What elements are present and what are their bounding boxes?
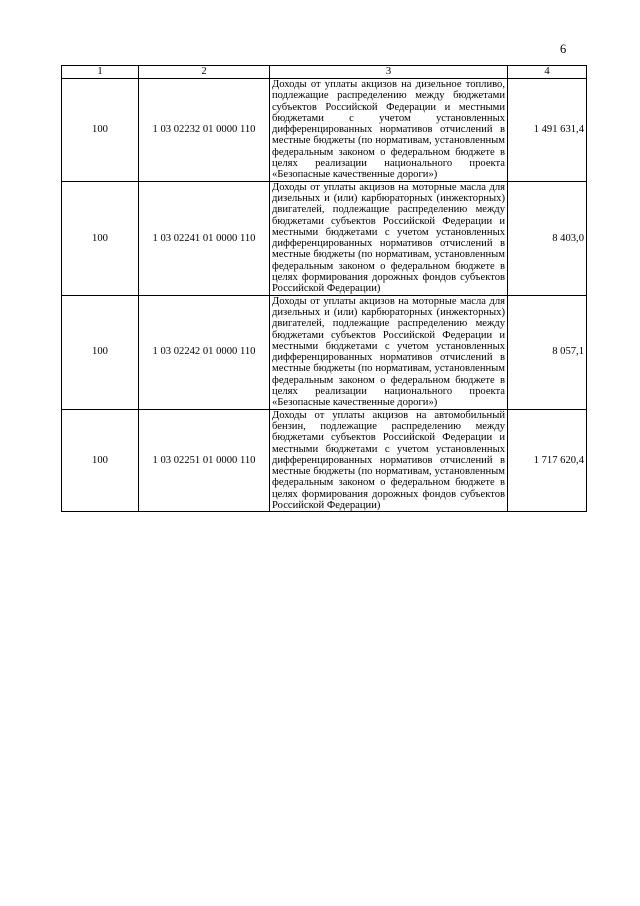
table-row [62,295,587,409]
amount-cell: 1 717 620,4 [508,409,587,512]
revenue-code-cell: 1 03 02242 01 0000 110 [139,295,270,409]
column-header: 2 [139,66,270,79]
column-header: 3 [270,66,508,79]
amount-cell: 8 057,1 [508,295,587,409]
admin-code-cell: 100 [62,295,139,409]
description-cell: Доходы от уплаты акцизов на автомобильный бензин, подлежащие распределению между бюджетами субъектов Российской Федерации и местными бюджетами с учетом установленных дифференцированных нормативов отчислений в местные бюджеты (по нормативам, установленным федеральным законом о федеральном бюджете в целях формирования дорожных фондов субъектов Российской Федерации) [270,409,508,512]
table-row [62,181,587,295]
column-header: 4 [508,66,587,79]
revenue-table [61,65,587,512]
amount-cell: 1 491 631,4 [508,79,587,182]
page-number: 6 [560,42,567,56]
admin-code-cell: 100 [62,79,139,182]
description-cell: Доходы от уплаты акцизов на моторные масла для дизельных и (или) карбюраторных (инжекторных) двигателей, подлежащие распределению между бюджетами субъектов Российской Федерации и местными бюджетами с учетом установленных дифференцированных нормативов отчислений в местные бюджеты (по нормативам, установленным федеральным законом о федеральном бюджете в целях формирования дорожных фондов субъектов Российской Федерации) [270,181,508,295]
revenue-code-cell: 1 03 02241 01 0000 110 [139,181,270,295]
column-header: 1 [62,66,139,79]
revenue-code-cell: 1 03 02232 01 0000 110 [139,79,270,182]
table-header-row [62,66,587,79]
description-cell: Доходы от уплаты акцизов на дизельное топливо, подлежащие распределению между бюджетами субъектов Российской Федерации и местными бюджетами с учетом установленных дифференцированных нормативов отчислений в местные бюджеты (по нормативам, установленным федеральным законом о федеральном бюджете в целях реализации национального проекта «Безопасные качественные дороги») [270,79,508,182]
table-row [62,409,587,512]
table-row [62,79,587,182]
revenue-code-cell: 1 03 02251 01 0000 110 [139,409,270,512]
amount-cell: 8 403,0 [508,181,587,295]
description-cell: Доходы от уплаты акцизов на моторные масла для дизельных и (или) карбюраторных (инжекторных) двигателей, подлежащие распределению между бюджетами субъектов Российской Федерации и местными бюджетами с учетом установленных дифференцированных нормативов отчислений в местные бюджеты (по нормативам, установленным федеральным законом о федеральном бюджете в целях реализации национального проекта «Безопасные качественные дороги») [270,295,508,409]
admin-code-cell: 100 [62,409,139,512]
admin-code-cell: 100 [62,181,139,295]
